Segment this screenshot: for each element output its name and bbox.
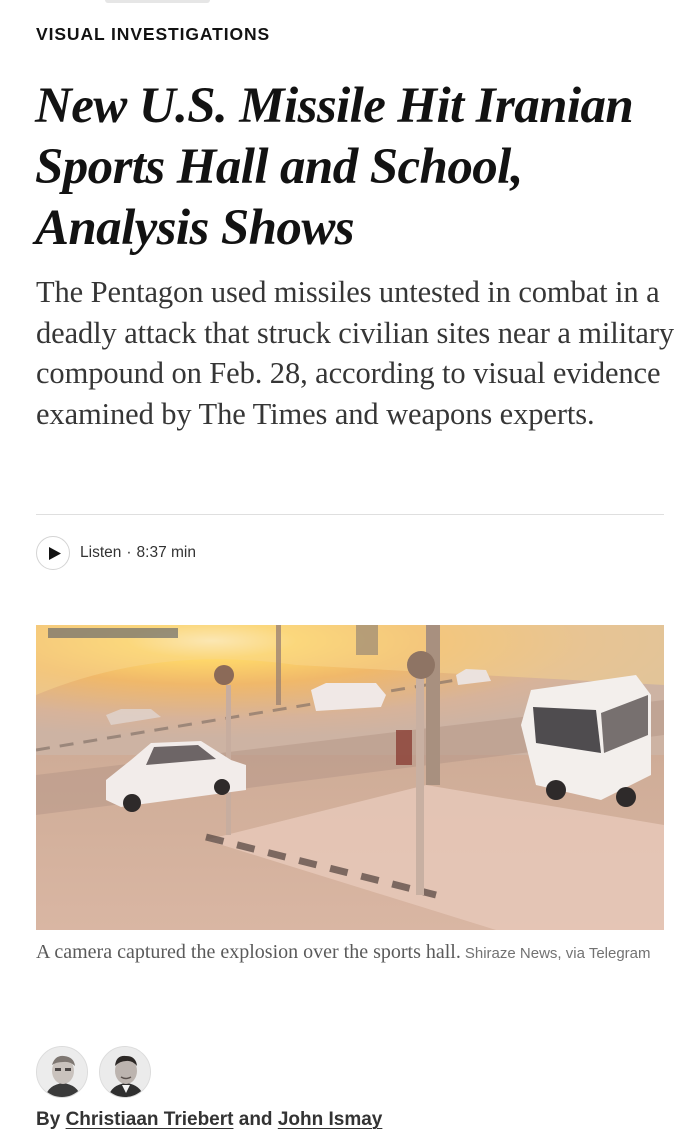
headline: New U.S. Missile Hit Iranian Sports Hall and School, Analysis Shows — [35, 78, 634, 256]
caption-credit: Shiraze News, via Telegram — [464, 945, 651, 962]
caption-text: A camera captured the explosion over the sports hall. — [36, 941, 461, 963]
author-link-john-ismay[interactable]: John Ismay — [277, 1109, 383, 1130]
byline — [36, 1109, 382, 1131]
article-summary: The Pentagon used missiles untested in combat in a deadly attack that struck civilian sites near a military compound on Feb. 28, according to visual evidence examined by The Times and weapons experts. — [36, 275, 675, 431]
listen-control[interactable] — [36, 536, 196, 570]
avatar-john-ismay[interactable] — [99, 1046, 151, 1098]
listen-label: Listen — [80, 544, 122, 561]
author-avatars — [36, 1046, 151, 1098]
media-caption — [36, 939, 664, 967]
byline-conjunction: and — [238, 1109, 273, 1130]
listen-duration: 8:37 min — [136, 544, 196, 561]
section-kicker[interactable]: VISUAL INVESTIGATIONS — [36, 24, 271, 44]
explosion-scene-image — [36, 625, 664, 930]
lead-video[interactable] — [36, 625, 664, 930]
play-button[interactable] — [36, 536, 70, 570]
divider — [36, 514, 664, 515]
byline-prefix: By — [36, 1109, 61, 1130]
play-icon — [46, 547, 61, 560]
avatar-christiaan-triebert[interactable] — [36, 1046, 88, 1098]
listen-separator: · — [126, 544, 132, 561]
listen-info[interactable] — [80, 544, 196, 562]
author-link-christiaan-triebert[interactable]: Christiaan Triebert — [65, 1109, 234, 1130]
top-rule — [105, 0, 210, 3]
